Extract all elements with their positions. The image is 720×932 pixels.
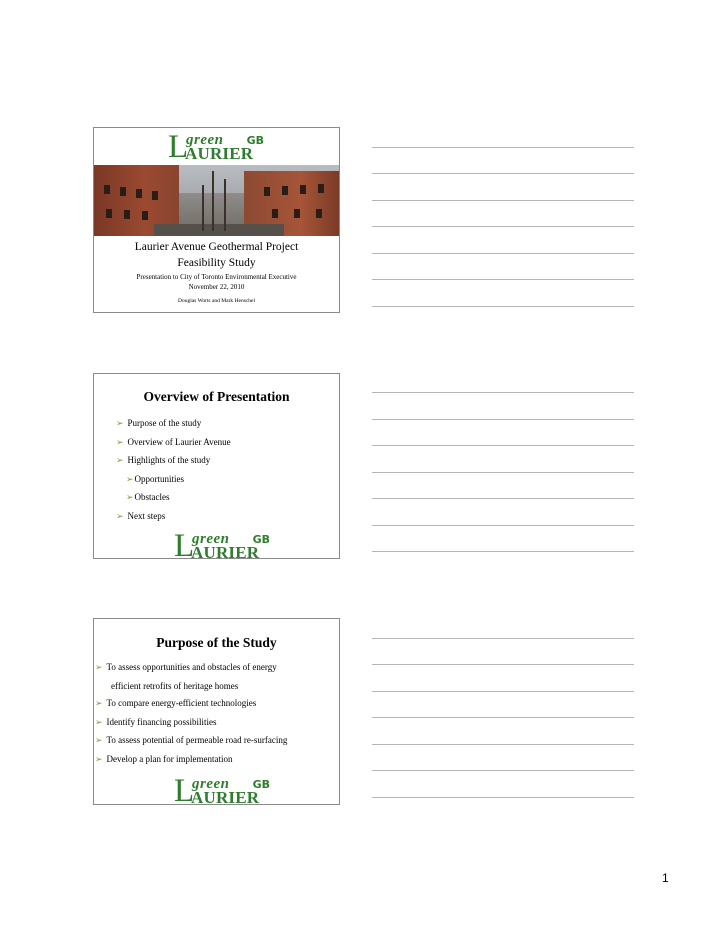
note-line <box>372 279 634 280</box>
note-line <box>372 638 634 639</box>
list-item: ➢ Purpose of the study <box>116 418 202 429</box>
list-item: ➢Obstacles <box>126 492 170 503</box>
slide-3-thumbnail <box>93 618 340 809</box>
logo-mark-icon: GB <box>252 778 270 791</box>
bullet-arrow-icon: ➢ <box>95 736 103 746</box>
slide-1-authors: Douglas Worts and Mark Henschel <box>177 298 256 304</box>
note-line <box>372 226 634 227</box>
note-line <box>372 551 634 552</box>
list-item: ➢ To assess opportunities and obstacles of energy efficient retrofits of heritage homes <box>95 662 277 691</box>
list-item: ➢Opportunities <box>126 473 185 485</box>
note-line <box>372 770 634 771</box>
green-laurier-logo: L green AURIER GB <box>174 773 270 809</box>
list-item: ➢ Highlights of the study <box>116 455 211 466</box>
note-line <box>372 419 634 420</box>
bullet-arrow-icon: ➢ <box>116 419 124 429</box>
slide-1-thumbnail <box>93 127 340 313</box>
bullet-arrow-icon: ➢ <box>126 474 134 485</box>
note-line <box>372 664 634 665</box>
green-laurier-logo: L green AURIER GB <box>174 528 270 564</box>
laurier-avenue-photo <box>94 165 339 236</box>
slide-2-title: Overview of Presentation <box>143 389 290 404</box>
note-line <box>372 744 634 745</box>
note-line <box>372 498 634 499</box>
note-line <box>372 253 634 254</box>
slide-1-subtitle: Presentation to City of Toronto Environmental Executive November 22, 2010 <box>136 273 297 291</box>
list-item: ➢ Identify financing possibilities <box>95 716 217 728</box>
note-line <box>372 691 634 692</box>
green-laurier-logo: L green AURIER GB <box>168 129 264 165</box>
bullet-arrow-icon: ➢ <box>126 493 134 503</box>
bullet-arrow-icon: ➢ <box>95 663 103 673</box>
note-line <box>372 445 634 446</box>
note-line <box>372 525 634 526</box>
note-line <box>372 306 634 307</box>
bullet-arrow-icon: ➢ <box>95 699 103 709</box>
note-line <box>372 717 634 718</box>
logo-mark-icon: GB <box>252 533 270 546</box>
note-line <box>372 797 634 798</box>
note-line <box>372 173 634 174</box>
note-line <box>372 392 634 393</box>
bullet-arrow-icon: ➢ <box>95 717 103 728</box>
page-number: 1 <box>662 871 669 885</box>
bullet-arrow-icon: ➢ <box>116 456 124 466</box>
note-line <box>372 472 634 473</box>
list-item: ➢ Develop a plan for implementation <box>95 753 233 765</box>
slide-2-bullet-list <box>116 415 231 526</box>
slide-3-title: Purpose of the Study <box>156 635 277 650</box>
list-item: ➢ To assess potential of permeable road re-surfacing <box>95 735 288 746</box>
slide-1-title: Laurier Avenue Geothermal Project Feasibility Study <box>134 241 299 269</box>
slide-3-bullet-list <box>95 659 287 769</box>
bullet-arrow-icon: ➢ <box>116 437 124 448</box>
note-line <box>372 147 634 148</box>
list-item: ➢ Next steps <box>116 510 166 522</box>
note-line <box>372 200 634 201</box>
slide-2-thumbnail <box>93 373 340 564</box>
bullet-arrow-icon: ➢ <box>116 511 124 522</box>
logo-mark-icon: GB <box>246 134 264 147</box>
bullet-arrow-icon: ➢ <box>95 754 103 765</box>
list-item: ➢ To compare energy-efficient technologies <box>95 698 257 709</box>
list-item: ➢ Overview of Laurier Avenue <box>116 436 231 448</box>
